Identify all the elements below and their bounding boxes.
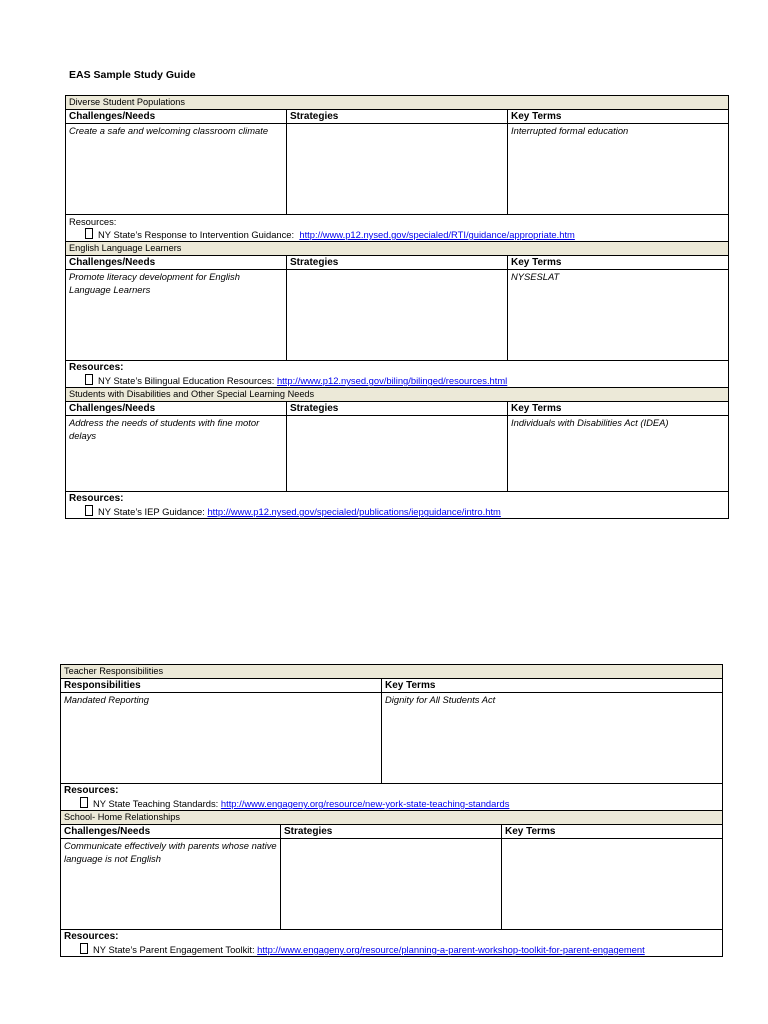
resources-row (61, 930, 723, 957)
resource-text: NY State Teaching Standards: (93, 798, 219, 809)
resource-link[interactable]: http://www.engageny.org/resource/planning-a-parent-workshop-toolkit-for-parent-engagement (257, 944, 645, 955)
section-heading: Students with Disabilities and Other Special Learning Needs (66, 388, 729, 402)
content-row (66, 124, 729, 215)
checkbox-bullet-icon (85, 374, 93, 385)
content-row (61, 693, 723, 784)
column-header-challenges: Challenges/Needs (61, 825, 281, 839)
resources-label: Resources: (69, 216, 117, 227)
content-row (66, 416, 729, 492)
section-header-school-home-relationships (61, 811, 723, 825)
resources-label: Resources: (69, 493, 124, 504)
challenge-cell: Communicate effectively with parents whose native language is not English (61, 839, 281, 930)
checkbox-bullet-icon (80, 797, 88, 808)
resource-item (64, 797, 719, 810)
resource-item (69, 374, 725, 387)
document-title: EAS Sample Study Guide (69, 69, 196, 81)
challenge-cell: Promote literacy development for English Language Learners (66, 270, 287, 361)
section-header-diverse-student-populations (66, 96, 729, 110)
resource-item (64, 943, 719, 956)
section-header-teacher-responsibilities (61, 665, 723, 679)
resources-label: Resources: (64, 931, 119, 942)
strategy-cell (287, 416, 508, 492)
column-header-key-terms: Key Terms (502, 825, 723, 839)
section-heading: English Language Learners (66, 242, 729, 256)
column-header-strategies: Strategies (281, 825, 502, 839)
column-header-key-terms: Key Terms (382, 679, 723, 693)
resources-row (61, 784, 723, 811)
resource-text: NY State’s Parent Engagement Toolkit: (93, 944, 255, 955)
study-guide-table-1 (65, 95, 729, 519)
column-header-strategies: Strategies (287, 110, 508, 124)
resources-row (66, 361, 729, 388)
key-term-cell: Dignity for All Students Act (382, 693, 723, 784)
column-header-row (66, 110, 729, 124)
resources-row (66, 492, 729, 519)
resources-row (66, 215, 729, 242)
resource-text: NY State’s Response to Intervention Guidance: (98, 229, 295, 240)
strategy-cell (287, 270, 508, 361)
key-term-cell (502, 839, 723, 930)
resource-text: NY State’s IEP Guidance: (98, 506, 205, 517)
challenge-cell: Address the needs of students with fine motor delays (66, 416, 287, 492)
key-term-cell: NYSESLAT (508, 270, 729, 361)
content-row (61, 839, 723, 930)
column-header-strategies: Strategies (287, 256, 508, 270)
resources-label: Resources: (64, 785, 119, 796)
section-header-students-with-disabilities (66, 388, 729, 402)
column-header-challenges: Challenges/Needs (66, 110, 287, 124)
content-row (66, 270, 729, 361)
column-header-responsibilities: Responsibilities (61, 679, 382, 693)
column-header-strategies: Strategies (287, 402, 508, 416)
strategy-cell (287, 124, 508, 215)
resource-link[interactable]: http://www.engageny.org/resource/new-york-state-teaching-standards (220, 798, 510, 809)
column-header-row (66, 256, 729, 270)
checkbox-bullet-icon (85, 228, 93, 239)
resource-item (69, 505, 725, 518)
column-header-row (66, 402, 729, 416)
section-heading: School- Home Relationships (61, 811, 723, 825)
resource-link[interactable]: http://www.p12.nysed.gov/biling/bilinged/resources.html (276, 375, 508, 386)
column-header-key-terms: Key Terms (508, 256, 729, 270)
column-header-challenges: Challenges/Needs (66, 256, 287, 270)
resource-link[interactable]: http://www.p12.nysed.gov/specialed/publications/iepguidance/intro.htm (207, 506, 501, 517)
resources-label: Resources: (69, 362, 124, 373)
resource-text: NY State’s Bilingual Education Resources: (98, 375, 275, 386)
column-header-challenges: Challenges/Needs (66, 402, 287, 416)
column-header-row (61, 679, 723, 693)
section-heading: Diverse Student Populations (66, 96, 729, 110)
key-term-cell: Individuals with Disabilities Act (IDEA) (508, 416, 729, 492)
resource-item (69, 228, 725, 241)
resource-link[interactable]: http://www.p12.nysed.gov/specialed/RTI/guidance/appropriate.htm (299, 229, 575, 240)
study-guide-table-2 (60, 664, 723, 957)
responsibility-cell: Mandated Reporting (61, 693, 382, 784)
column-header-row (61, 825, 723, 839)
strategy-cell (281, 839, 502, 930)
column-header-key-terms: Key Terms (508, 110, 729, 124)
checkbox-bullet-icon (80, 943, 88, 954)
key-term-cell: Interrupted formal education (508, 124, 729, 215)
checkbox-bullet-icon (85, 505, 93, 516)
column-header-key-terms: Key Terms (508, 402, 729, 416)
section-heading: Teacher Responsibilities (61, 665, 723, 679)
challenge-cell: Create a safe and welcoming classroom climate (66, 124, 287, 215)
section-header-english-language-learners (66, 242, 729, 256)
